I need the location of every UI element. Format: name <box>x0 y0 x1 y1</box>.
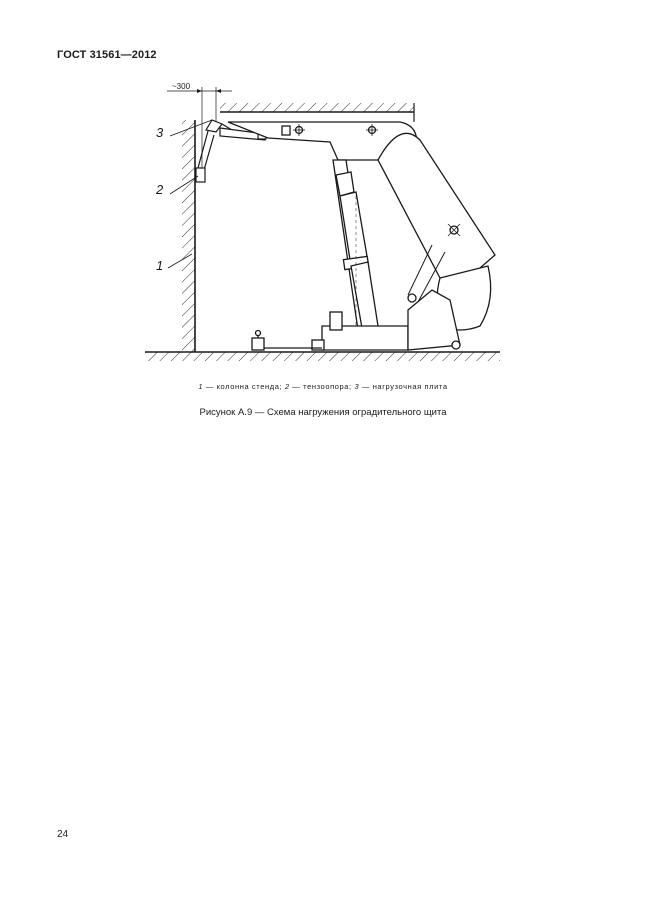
floor <box>145 352 500 361</box>
page-number: 24 <box>57 829 69 840</box>
callout-1: 1 <box>156 258 164 273</box>
legend-text-1: колонна стенда; <box>216 382 283 391</box>
legend-text-2: тензоопора; <box>303 382 352 391</box>
legend-num-3: 3 <box>354 382 360 391</box>
dimension-label: ~300 <box>172 82 191 91</box>
figure-caption: Рисунок А.9 — Схема нагружения оградительного щита <box>199 407 447 418</box>
legend-text-3: нагрузочная плита <box>372 382 448 391</box>
hydraulic-leg <box>333 160 378 330</box>
legend-num-1: 1 <box>198 382 204 391</box>
document-header: ГОСТ 31561—2012 <box>57 49 157 61</box>
stand-column <box>182 120 195 352</box>
callout-2: 2 <box>156 182 164 197</box>
ceiling-beam <box>220 103 414 122</box>
figure-legend: 1 — колонна стенда; 2 — тензоопора; 3 — нагрузочная плита <box>198 382 448 391</box>
legend-num-2: 2 <box>284 382 290 391</box>
callout-3: 3 <box>156 125 164 140</box>
